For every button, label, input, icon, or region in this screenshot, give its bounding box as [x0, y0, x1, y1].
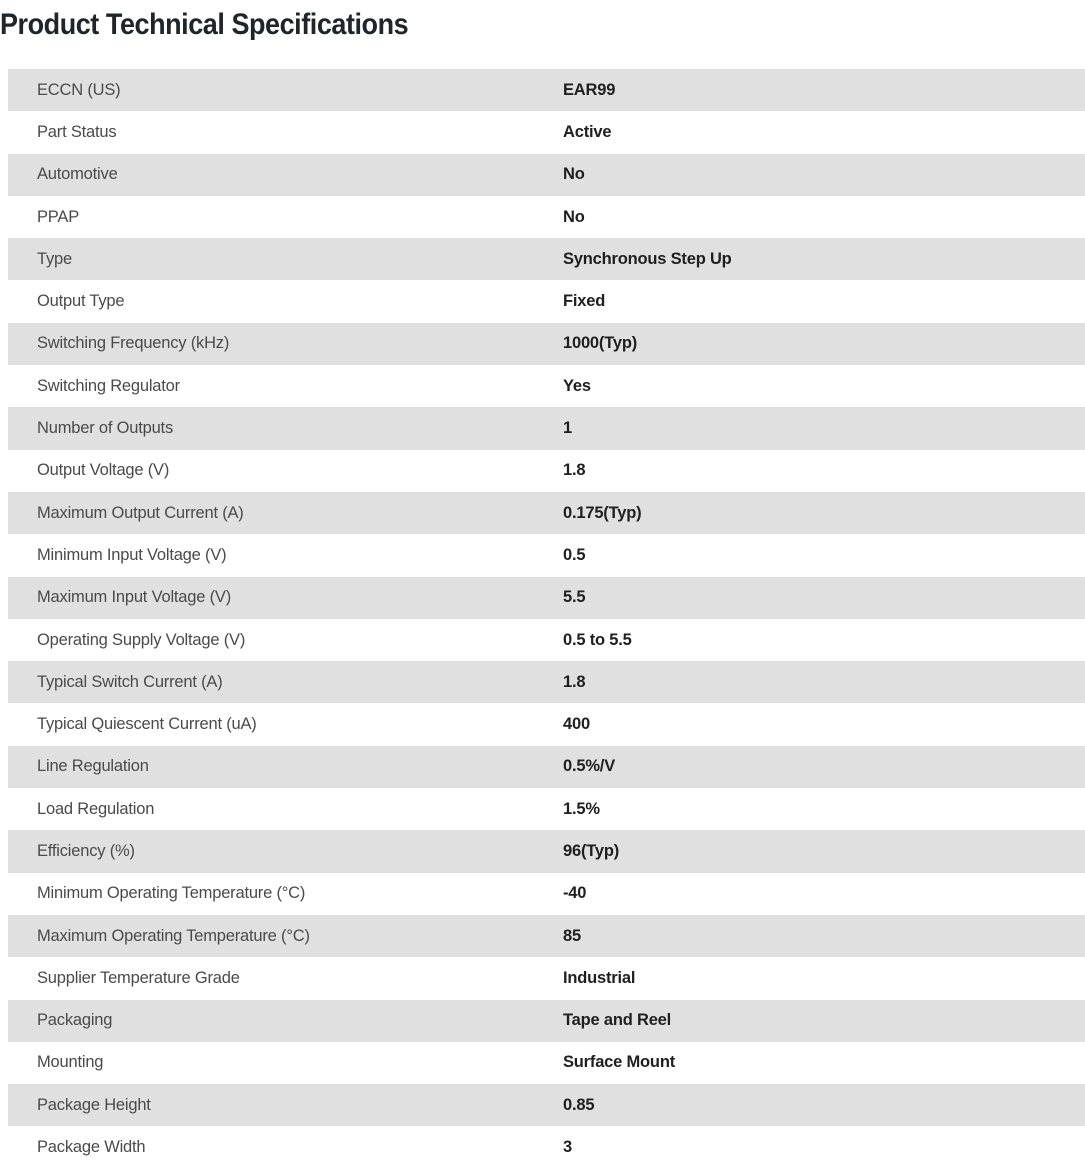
- spec-label: Maximum Input Voltage (V): [37, 588, 231, 607]
- spec-row: [8, 746, 1085, 788]
- spec-value: Yes: [563, 376, 591, 395]
- spec-row: [8, 1000, 1085, 1042]
- spec-label: Efficiency (%): [37, 841, 135, 860]
- spec-value: Synchronous Step Up: [563, 249, 732, 268]
- spec-row: [8, 492, 1085, 534]
- spec-label: ECCN (US): [37, 80, 121, 99]
- spec-value: 85: [563, 926, 581, 945]
- spec-row: [8, 1126, 1085, 1168]
- spec-row: [8, 619, 1085, 661]
- spec-value: -40: [563, 884, 587, 903]
- spec-row: [8, 111, 1085, 153]
- spec-row: [8, 450, 1085, 492]
- spec-row: [8, 577, 1085, 619]
- spec-row: [8, 661, 1085, 703]
- spec-row: [8, 365, 1085, 407]
- spec-row: [8, 534, 1085, 576]
- spec-label: Load Regulation: [37, 799, 155, 818]
- spec-label: Number of Outputs: [37, 419, 173, 438]
- spec-value: 0.175(Typ): [563, 503, 642, 522]
- spec-row: [8, 788, 1085, 830]
- spec-value: 1.8: [563, 672, 586, 691]
- spec-value: 400: [563, 715, 590, 734]
- spec-value: No: [563, 165, 585, 184]
- spec-label: Switching Frequency (kHz): [37, 334, 230, 353]
- spec-value: Active: [563, 122, 612, 141]
- spec-row: [8, 1042, 1085, 1084]
- spec-label: Maximum Output Current (A): [37, 503, 244, 522]
- spec-row: [8, 407, 1085, 449]
- spec-value: 96(Typ): [563, 841, 620, 860]
- spec-label: Minimum Input Voltage (V): [37, 545, 227, 564]
- spec-label: Part Status: [37, 122, 117, 141]
- spec-row: [8, 915, 1085, 957]
- spec-value: 0.5 to 5.5: [563, 630, 632, 649]
- spec-label: Minimum Operating Temperature (°C): [37, 884, 306, 903]
- spec-label: Packaging: [37, 1011, 113, 1030]
- spec-row: [8, 830, 1085, 872]
- spec-label: Automotive: [37, 165, 118, 184]
- spec-value: 1.8: [563, 461, 586, 480]
- spec-row: [8, 703, 1085, 745]
- spec-label: Line Regulation: [37, 757, 149, 776]
- spec-label: Operating Supply Voltage (V): [37, 630, 246, 649]
- spec-row: [8, 323, 1085, 365]
- spec-row: [8, 873, 1085, 915]
- spec-value: 0.85: [563, 1095, 595, 1114]
- spec-value: Surface Mount: [563, 1053, 675, 1072]
- spec-label: Output Type: [37, 292, 125, 311]
- spec-row: [8, 280, 1085, 322]
- spec-value: EAR99: [563, 80, 616, 99]
- spec-value: Industrial: [563, 968, 636, 987]
- spec-value: 1000(Typ): [563, 334, 638, 353]
- spec-label: Maximum Operating Temperature (°C): [37, 926, 310, 945]
- spec-label: Mounting: [37, 1053, 104, 1072]
- spec-row: [8, 154, 1085, 196]
- spec-label: Type: [37, 249, 72, 268]
- spec-value: Tape and Reel: [563, 1011, 672, 1030]
- spec-label: Package Width: [37, 1138, 146, 1157]
- spec-label: Typical Quiescent Current (uA): [37, 715, 257, 734]
- spec-table: [8, 69, 1085, 1169]
- spec-value: 1: [563, 419, 572, 438]
- spec-value: 5.5: [563, 588, 586, 607]
- spec-label: Switching Regulator: [37, 376, 180, 395]
- spec-value: 1.5%: [563, 799, 600, 818]
- spec-row: [8, 1084, 1085, 1126]
- spec-value: Fixed: [563, 292, 606, 311]
- spec-row: [8, 196, 1085, 238]
- spec-value: 0.5: [563, 545, 586, 564]
- spec-label: Package Height: [37, 1095, 151, 1114]
- spec-value: 0.5%/V: [563, 757, 615, 776]
- spec-value: 3: [563, 1138, 572, 1157]
- spec-label: Supplier Temperature Grade: [37, 968, 240, 987]
- spec-label: Typical Switch Current (A): [37, 672, 223, 691]
- spec-row: [8, 69, 1085, 111]
- spec-row: [8, 957, 1085, 999]
- spec-row: [8, 238, 1085, 280]
- spec-label: PPAP: [37, 207, 79, 226]
- spec-label: Output Voltage (V): [37, 461, 170, 480]
- page-title: Product Technical Specifications: [0, 8, 409, 41]
- spec-value: No: [563, 207, 585, 226]
